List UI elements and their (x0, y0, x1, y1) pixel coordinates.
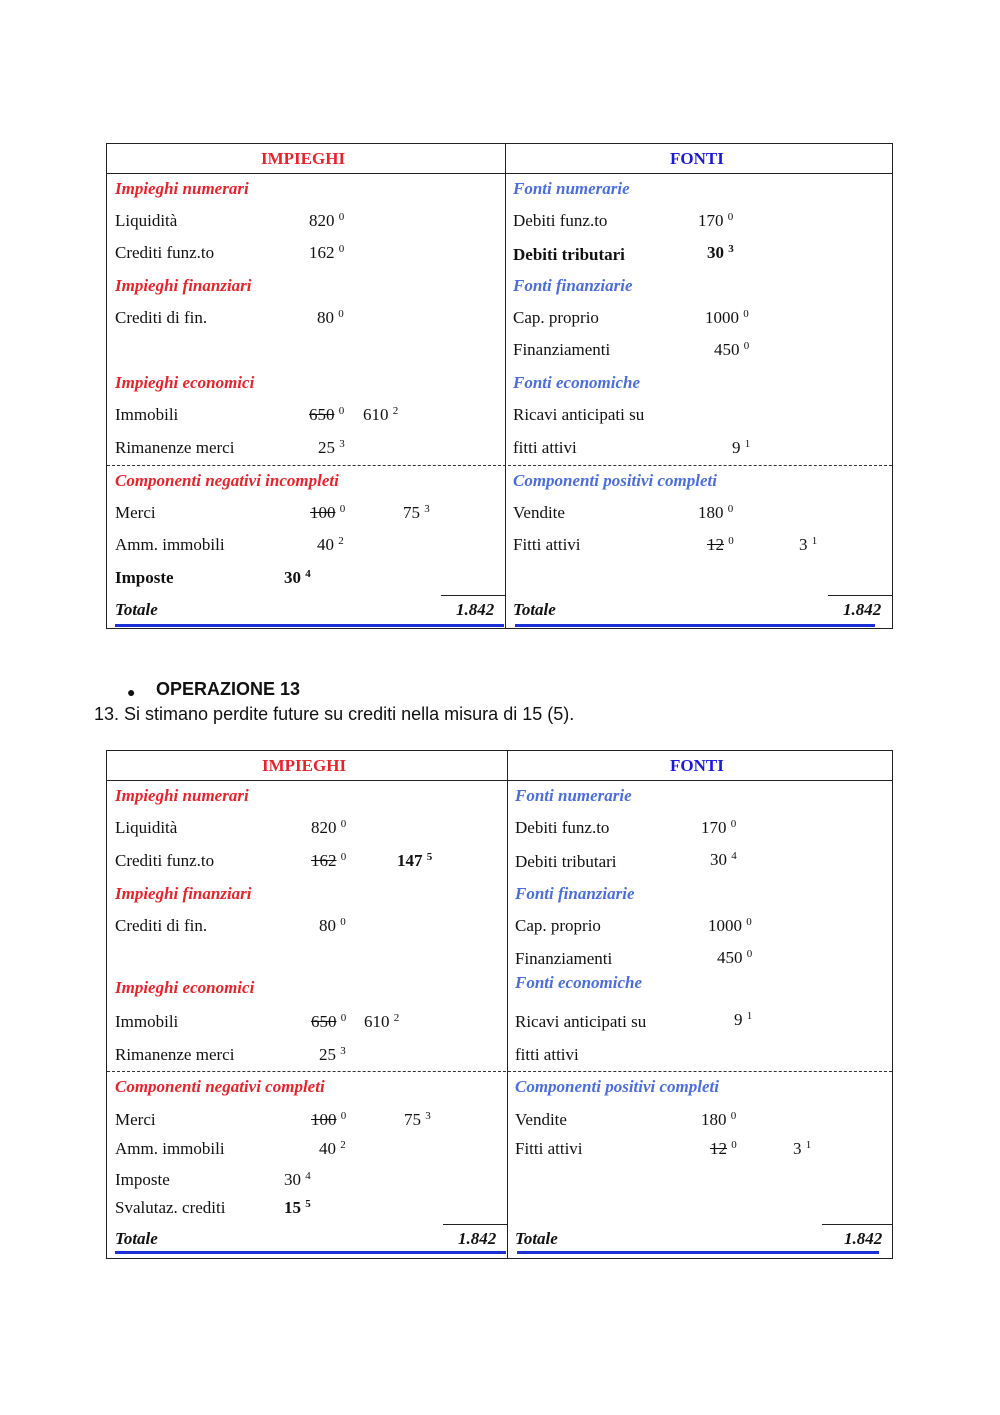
value-immobili: 610 $^2$ (364, 1012, 400, 1031)
value-debiti-tributari: 30 $^4$ (710, 850, 737, 869)
row-label-crediti-funz: Crediti funz.to (115, 851, 215, 870)
row-label-fitti-attivi: Fitti attivi (515, 1139, 583, 1158)
row-label-vendite: Vendite (515, 1110, 567, 1129)
value-liquidita: 820 $^0$ (309, 211, 345, 230)
row-label-amm-immobili: Amm. immobili (115, 1139, 225, 1158)
value-rimanenze: 25 $^3$ (318, 438, 345, 457)
row-label-amm-immobili: Amm. immobili (115, 535, 225, 554)
row-label-fitti-attivi-anticipati: fitti attivi (513, 438, 577, 457)
value-svalutaz-crediti: 15 $^5$ (284, 1198, 311, 1217)
column-divider (505, 144, 506, 628)
row-label-immobili: Immobili (115, 405, 179, 424)
row-label-ricavi-anticipati: Ricavi anticipati su (513, 405, 645, 424)
value-imposte: 30 $^4$ (284, 1170, 311, 1189)
total-value-right: 1.842 (844, 1229, 883, 1248)
value-liquidita: 820 $^0$ (311, 818, 347, 837)
value-amm-immobili: 40 $^2$ (319, 1139, 346, 1158)
total-underline-right (515, 624, 875, 627)
value-crediti-funz-old: 162 $^0$ (311, 851, 347, 870)
section-componenti-negativi: Componenti negativi incompleti (115, 471, 339, 490)
total-underline-left (115, 624, 504, 627)
balance-table-2 (106, 750, 893, 1259)
row-label-liquidita: Liquidità (115, 818, 178, 837)
row-label-fitti-attivi: Fitti attivi (513, 535, 581, 554)
value-immobili: 610 $^2$ (363, 405, 399, 424)
header-divider (107, 780, 892, 781)
total-label-left: Totale (115, 600, 158, 619)
value-crediti-funz: 147 $^5$ (397, 851, 433, 870)
total-underline-right (517, 1251, 879, 1254)
row-label-merci: Merci (115, 503, 156, 522)
balance-table-1 (106, 143, 893, 629)
row-label-debiti-funz: Debiti funz.to (513, 211, 608, 230)
total-label-left: Totale (115, 1229, 158, 1248)
value-ricavi-anticipati: 9 $^1$ (734, 1010, 753, 1029)
row-label-crediti-funz: Crediti funz.to (115, 243, 215, 262)
value-cap-proprio: 1000 $^0$ (708, 916, 752, 935)
section-fonti-finanziarie: Fonti finanziarie (515, 884, 635, 903)
impieghi-header: IMPIEGHI (261, 149, 346, 168)
value-debiti-tributari: 30 $^3$ (707, 243, 734, 262)
total-rule-right (828, 595, 892, 596)
value-merci: 75 $^3$ (403, 503, 430, 522)
dashed-divider (107, 1071, 892, 1072)
bullet-icon: ● (127, 684, 136, 700)
row-label-rimanenze: Rimanenze merci (115, 1045, 235, 1064)
total-label-right: Totale (513, 600, 556, 619)
value-vendite: 180 $^0$ (698, 503, 734, 522)
fonti-header: FONTI (670, 756, 724, 775)
row-label-cap-proprio: Cap. proprio (513, 308, 599, 327)
value-amm-immobili: 40 $^2$ (317, 535, 344, 554)
value-fitti-attivi: 3 $^1$ (799, 535, 818, 554)
total-value-right: 1.842 (843, 600, 882, 619)
row-label-finanziamenti: Finanziamenti (513, 340, 611, 359)
row-label-ricavi-anticipati: Ricavi anticipati su (515, 1012, 647, 1031)
operation-title: OPERAZIONE 13 (156, 679, 301, 699)
value-ricavi-anticipati: 9 $^1$ (732, 438, 751, 457)
total-underline-left (115, 1251, 506, 1254)
value-imposte: 30 $^4$ (284, 568, 311, 587)
value-fitti-attivi-old: 12 $^0$ (707, 535, 734, 554)
value-debiti-funz: 170 $^0$ (698, 211, 734, 230)
total-rule-left (443, 1224, 507, 1225)
value-rimanenze: 25 $^3$ (319, 1045, 346, 1064)
dashed-divider (107, 465, 892, 466)
total-value-left: 1.842 (456, 600, 495, 619)
section-componenti-negativi: Componenti negativi completi (115, 1077, 325, 1096)
value-cap-proprio: 1000 $^0$ (705, 308, 749, 327)
row-label-liquidita: Liquidità (115, 211, 178, 230)
row-label-fitti-attivi-anticipati: fitti attivi (515, 1045, 579, 1064)
row-label-crediti-fin: Crediti di fin. (115, 308, 208, 327)
row-label-svalutaz-crediti: Svalutaz. crediti (115, 1198, 226, 1217)
section-impieghi-economici: Impieghi economici (115, 373, 255, 392)
row-label-debiti-tributari: Debiti tributari (515, 852, 617, 871)
section-componenti-positivi: Componenti positivi completi (515, 1077, 719, 1096)
value-fitti-attivi: 3 $^1$ (793, 1139, 812, 1158)
value-crediti-funz: 162 $^0$ (309, 243, 345, 262)
row-label-cap-proprio: Cap. proprio (515, 916, 601, 935)
value-finanziamenti: 450 $^0$ (717, 948, 753, 967)
section-fonti-numerarie: Fonti numerarie (513, 179, 630, 198)
row-label-finanziamenti: Finanziamenti (515, 949, 613, 968)
fonti-header: FONTI (670, 149, 724, 168)
value-finanziamenti: 450 $^0$ (714, 340, 750, 359)
row-label-crediti-fin: Crediti di fin. (115, 916, 208, 935)
value-crediti-fin: 80 $^0$ (317, 308, 344, 327)
row-label-immobili: Immobili (115, 1012, 179, 1031)
section-impieghi-finanziari: Impieghi finanziari (115, 276, 252, 295)
value-merci: 75 $^3$ (404, 1110, 431, 1129)
section-fonti-economiche: Fonti economiche (515, 973, 643, 992)
row-label-imposte: Imposte (115, 568, 174, 587)
section-componenti-positivi: Componenti positivi completi (513, 471, 717, 490)
column-divider (507, 751, 508, 1258)
row-label-imposte: Imposte (115, 1170, 170, 1189)
value-immobili-old: 650 $^0$ (311, 1012, 347, 1031)
section-impieghi-economici: Impieghi economici (115, 978, 255, 997)
section-impieghi-finanziari: Impieghi finanziari (115, 884, 252, 903)
operation-description: 13. Si stimano perdite future su crediti nella misura di 15 (5). (94, 704, 575, 724)
value-crediti-fin: 80 $^0$ (319, 916, 346, 935)
row-label-rimanenze: Rimanenze merci (115, 438, 235, 457)
row-label-debiti-tributari: Debiti tributari (513, 245, 625, 264)
value-immobili-old: 650 $^0$ (309, 405, 345, 424)
section-fonti-finanziarie: Fonti finanziarie (513, 276, 633, 295)
section-impieghi-numerari: Impieghi numerari (115, 179, 249, 198)
value-debiti-funz: 170 $^0$ (701, 818, 737, 837)
value-vendite: 180 $^0$ (701, 1110, 737, 1129)
total-value-left: 1.842 (458, 1229, 497, 1248)
section-fonti-economiche: Fonti economiche (513, 373, 641, 392)
row-label-vendite: Vendite (513, 503, 565, 522)
row-label-merci: Merci (115, 1110, 156, 1129)
row-label-debiti-funz: Debiti funz.to (515, 818, 610, 837)
value-fitti-attivi-old: 12 $^0$ (710, 1139, 737, 1158)
total-rule-left (441, 595, 505, 596)
section-impieghi-numerari: Impieghi numerari (115, 786, 249, 805)
impieghi-header: IMPIEGHI (262, 756, 347, 775)
value-merci-old: 100 $^0$ (310, 503, 346, 522)
total-rule-right (822, 1224, 892, 1225)
header-divider (107, 173, 892, 174)
section-fonti-numerarie: Fonti numerarie (515, 786, 632, 805)
value-merci-old: 100 $^0$ (311, 1110, 347, 1129)
total-label-right: Totale (515, 1229, 558, 1248)
